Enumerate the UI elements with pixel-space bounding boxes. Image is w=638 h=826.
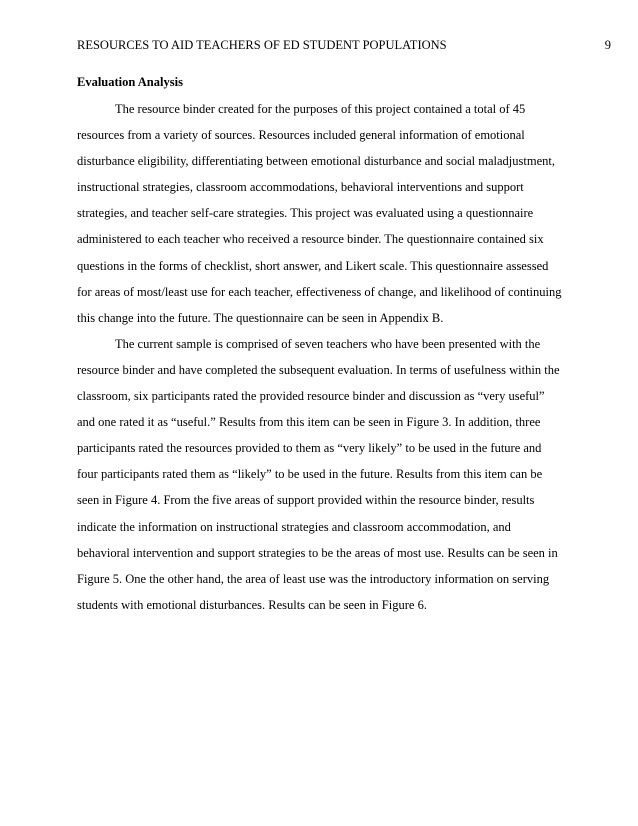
text-line: students with emotional disturbances. Results can be seen in Figure 6. (77, 597, 427, 612)
text-line: for areas of most/least use for each teacher, effectiveness of change, and likelihood of continuing (77, 284, 562, 299)
text-line: resources from a variety of sources. Resources included general information of emotional (77, 128, 525, 143)
text-line: Figure 5. One the other hand, the area of least use was the introductory information on serving (77, 571, 550, 586)
text-line: indicate the information on instructional strategies and classroom accommodation, and (77, 519, 511, 534)
text-line: classroom, six participants rated the provided resource binder and discussion as “very useful” (77, 389, 545, 404)
text-line: seen in Figure 4. From the five areas of support provided within the resource binder, results (77, 493, 535, 508)
text-line: instructional strategies, classroom accommodations, behavioral interventions and support (77, 180, 524, 195)
paragraph-2 (77, 331, 561, 618)
text-line: questions in the forms of checklist, short answer, and Likert scale. This questionnaire assessed (77, 258, 549, 273)
text-line: behavioral intervention and support strategies to be the areas of most use. Results can be seen in (77, 545, 558, 560)
text-line: The resource binder created for the purposes of this project contained a total of 45 (115, 102, 526, 116)
text-line: four participants rated them as “likely” to be used in the future. Results from this item can be (77, 467, 543, 482)
text-line: this change into the future. The questionnaire can be seen in Appendix B. (77, 310, 444, 325)
text-line: administered to each teacher who received a resource binder. The questionnaire contained six (77, 232, 544, 247)
text-line: strategies, and teacher self-care strategies. This project was evaluated using a questionnaire (77, 206, 534, 221)
body-text (77, 96, 561, 618)
page-number: 9 (604, 38, 611, 52)
running-head: RESOURCES TO AID TEACHERS OF ED STUDENT POPULATIONS (77, 38, 447, 52)
text-line: resource binder and have completed the subsequent evaluation. In terms of usefulness within the (77, 362, 560, 377)
paragraph-1 (77, 96, 561, 331)
section-heading: Evaluation Analysis (77, 75, 183, 89)
text-line: The current sample is comprised of seven teachers who have been presented with the (115, 336, 541, 351)
text-line: participants rated the resources provided to them as “very likely” to be used in the future and (77, 441, 542, 456)
text-line: disturbance eligibility, differentiating between emotional disturbance and social maladjustment, (77, 154, 555, 169)
text-line: and one rated it as “useful.” Results from this item can be seen in Figure 3. In addition, three (77, 415, 541, 430)
